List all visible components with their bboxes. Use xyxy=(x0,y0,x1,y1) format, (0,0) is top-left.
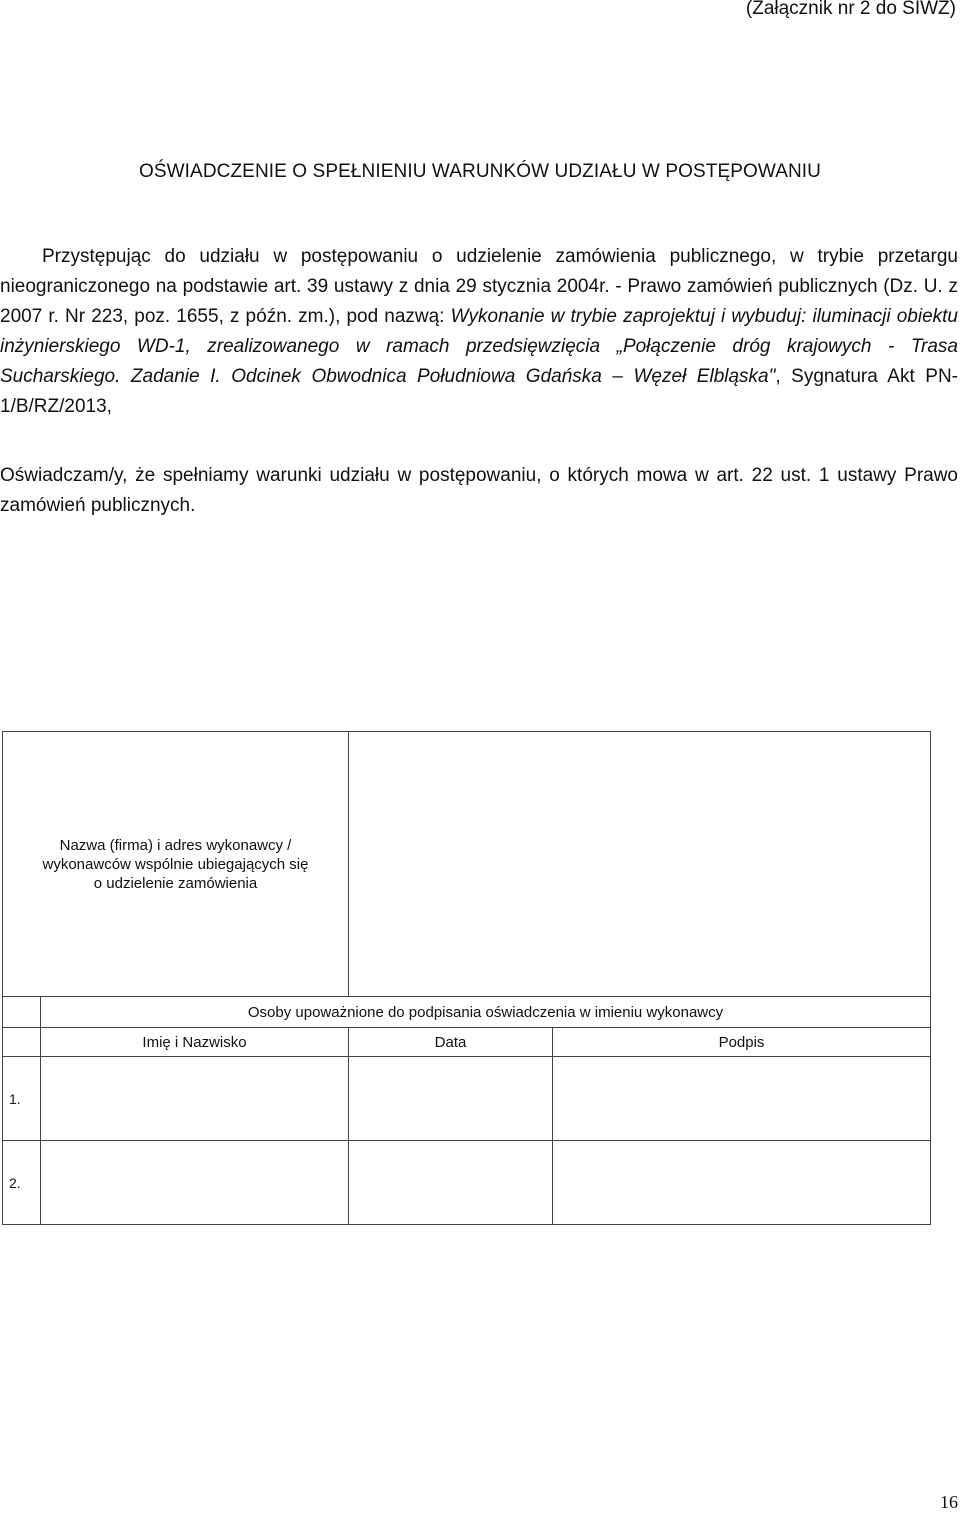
firm-value-field[interactable] xyxy=(349,732,931,997)
firm-label-cell xyxy=(3,732,349,997)
project-name: Wykonanie w trybie zaprojektuj i wybuduj: iluminacji obiektu inżynierskiego WD-1, zrealizowanego w ramach przedsięwzięcia „Połączenie dróg krajowych - Trasa Sucharskiego. Zadanie I. Odcinek Obwodnica Południowa Gdańska – Węzeł Elbląska" xyxy=(0,306,958,387)
attachment-note: (Załącznik nr 2 do SIWZ) xyxy=(745,0,956,19)
column-header-signature: Podpis xyxy=(553,1028,931,1057)
case-reference: , Sygnatura Akt PN-1/B/RZ/2013, xyxy=(0,366,958,417)
signatory-signature-field[interactable] xyxy=(553,1057,931,1141)
signatory-row xyxy=(3,1141,931,1225)
header-number-cell xyxy=(3,1028,41,1057)
signatory-name-field[interactable] xyxy=(41,1141,349,1225)
signatory-date-field[interactable] xyxy=(349,1057,553,1141)
column-header-name: Imię i Nazwisko xyxy=(41,1028,349,1057)
authorized-persons-header: Osoby upoważnione do podpisania oświadczenia w imieniu wykonawcy xyxy=(41,997,931,1028)
blank-corner-cell xyxy=(3,997,41,1028)
page-title: OŚWIADCZENIE O SPEŁNIENIU WARUNKÓW UDZIAŁU W POSTĘPOWANIU xyxy=(138,161,821,182)
row-number: 1. xyxy=(3,1057,41,1141)
firm-label: Nazwa (firma) i adres wykonawcy / wykonawców wspólnie ubiegających się o udzielenie zamówienia xyxy=(42,836,309,892)
signatory-row xyxy=(3,1057,931,1141)
declaration-paragraph: Oświadczam/y, że spełniamy warunki udziału w postępowaniu, o których mowa w art. 22 ust. 1 ustawy Prawo zamówień publicznych. xyxy=(0,465,958,516)
signatory-name-field[interactable] xyxy=(41,1057,349,1141)
row-number: 2. xyxy=(3,1141,41,1225)
column-header-date: Data xyxy=(349,1028,553,1057)
intro-text: Przystępując do udziału w postępowaniu o udzielenie zamówienia publicznego, w trybie przetargu nieograniczonego na podstawie art. 39 ustawy z dnia 29 stycznia 2004r. - Prawo zamówień publicznych (Dz. U. z 2007 r. Nr 223, poz. 1655, z późn. zm.), pod nazwą: xyxy=(0,246,958,327)
signatory-date-field[interactable] xyxy=(349,1141,553,1225)
contractor-form-table xyxy=(2,731,931,1225)
page-number: 16 xyxy=(940,1492,958,1512)
intro-paragraph xyxy=(0,242,958,422)
signatory-signature-field[interactable] xyxy=(553,1141,931,1225)
